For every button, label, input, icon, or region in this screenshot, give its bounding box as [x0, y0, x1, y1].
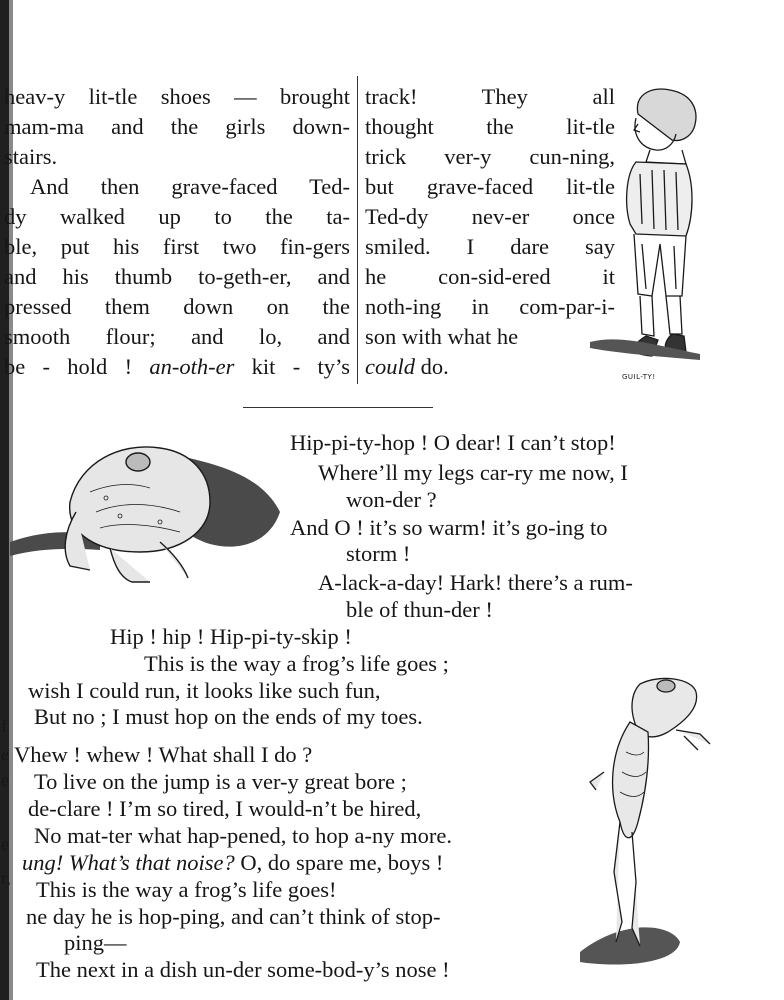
margin-fragment: e — [1, 744, 9, 764]
italic-word: could — [365, 354, 415, 379]
frog-illustration — [580, 672, 720, 972]
prose-line: And then grave-faced Ted- — [30, 174, 350, 199]
prose-line: pressed them down on the — [4, 294, 350, 319]
illustration-caption: GUIL-TY! — [622, 373, 656, 381]
prose-line: trick ver-y cun-ning, — [365, 144, 615, 169]
poem-line: This is the way a frog’s life goes ; — [144, 651, 449, 676]
prose-line-last — [4, 352, 350, 382]
margin-fragment: e — [1, 834, 9, 854]
poem-line: ble of thun-der ! — [346, 597, 493, 622]
prose-line: thought the lit-tle — [365, 114, 615, 139]
prose-line-last — [365, 352, 615, 382]
poem-line: But no ; I must hop on the ends of my toes. — [34, 704, 423, 729]
poem-line: And O ! it’s so warm! it’s go-ing to — [290, 515, 608, 540]
poem-line: Vhew ! whew ! What shall I do ? — [14, 742, 313, 767]
italic-phrase: ung! What’s that noise? — [22, 850, 235, 875]
margin-fragment: f — [1, 716, 7, 736]
poem-line: wish I could run, it looks like such fun, — [28, 678, 381, 703]
text-segment: be - hold ! — [4, 354, 133, 379]
prose-line: heav-y lit-tle shoes — brought — [4, 84, 350, 109]
text-segment: do. — [420, 354, 449, 379]
poem-line: Hip-pi-ty-hop ! O dear! I can’t stop! — [290, 430, 616, 455]
prose-line: ble, put his first two fin-gers — [4, 234, 350, 259]
prose-line: son with what he — [365, 324, 519, 349]
poem-line: The next in a dish un-der some-bod-y’s nose ! — [36, 957, 450, 982]
prose-line: dy walked up to the ta- — [4, 204, 350, 229]
column-divider — [357, 76, 358, 384]
poem-line: storm ! — [346, 541, 411, 566]
margin-fragment: e — [1, 770, 9, 790]
poem-line: ne day he is hop-ping, and can’t think of stop- — [26, 904, 441, 929]
prose-column-right — [365, 82, 615, 382]
prose-line: but grave-faced lit-tle — [365, 174, 615, 199]
text-segment: kit - ty’s — [251, 354, 351, 379]
prose-line: mam-ma and the girls down- — [4, 114, 350, 139]
prose-line: and his thumb to-geth-er, and — [4, 264, 350, 289]
poem-line: To live on the jump is a ver-y great bore ; — [34, 769, 407, 794]
boy-illustration — [590, 84, 710, 374]
poem-line: A-lack-a-day! Hark! there’s a rum- — [318, 570, 633, 595]
prose-line: smooth flour; and lo, and — [4, 324, 350, 349]
prose-line: stairs. — [4, 144, 58, 169]
poem-line: ping— — [64, 930, 127, 955]
poem-line: Hip ! hip ! Hip-pi-ty-skip ! — [110, 624, 352, 649]
poem-line: Where’ll my legs car-ry me now, I — [318, 460, 628, 485]
prose-column-left — [4, 82, 350, 382]
italic-word: an-oth-er — [149, 354, 235, 379]
prose-line: noth-ing in com-par-i- — [365, 294, 615, 319]
poem-line: No mat-ter what hap-pened, to hop a-ny more. — [34, 823, 452, 848]
poem-line: This is the way a frog’s life goes! — [36, 877, 337, 902]
prose-line: Ted-dy nev-er once — [365, 204, 615, 229]
prose-line: track! They all — [365, 84, 615, 109]
section-rule — [243, 407, 433, 408]
poem-line: won-der ? — [346, 487, 437, 512]
poem-line: de-clare ! I’m so tired, I would-n’t be hired, — [28, 796, 422, 821]
text-segment: O, do spare me, boys ! — [240, 850, 444, 875]
toad-illustration — [10, 432, 282, 592]
poem-line — [22, 850, 443, 876]
margin-fragment: r, — [1, 868, 11, 888]
prose-line: he con-sid-ered it — [365, 264, 615, 289]
prose-line: smiled. I dare say — [365, 234, 615, 259]
